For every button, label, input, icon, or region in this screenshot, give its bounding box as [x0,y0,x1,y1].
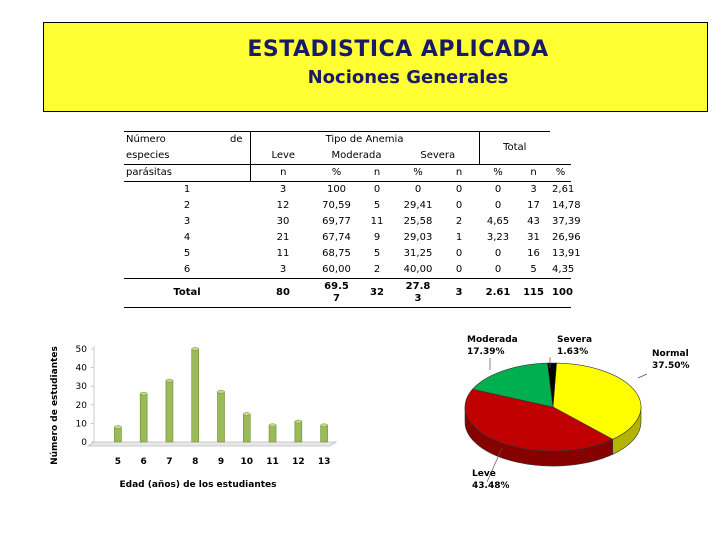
unit-header: % [550,165,571,182]
total-n: 115 [517,279,550,308]
unit-header: n [357,165,397,182]
x-tick-label: 7 [166,457,173,467]
unit-header: % [316,165,357,182]
pie-label: Leve [472,469,496,479]
y-tick-label: 20 [75,400,87,411]
total-moderada-n: 32 [357,279,397,308]
x-tick-label: 8 [192,457,199,467]
header-banner [43,22,708,112]
x-tick-label: 9 [217,457,225,467]
bar [192,349,199,442]
unit-header: n [439,165,479,182]
bar [269,425,276,442]
x-tick-label: 12 [292,457,305,467]
group-header: Tipo de Anemia [250,132,479,149]
table-row: 2 12 70,59 5 29,41 0 0 17 14,78 [183,200,581,211]
sub-header-moderada: Moderada [331,150,382,161]
total-severa-pct: 2.61 [479,279,517,308]
x-tick-label: 6 [140,457,147,467]
bar [295,422,302,442]
y-axis-title: Número de estudiantes [50,346,60,465]
pie-chart [430,330,690,500]
total-severa-n: 3 [439,279,479,308]
bar [166,381,173,442]
col1-header-line1 [124,132,228,149]
y-tick-label: 30 [75,382,87,393]
pie-label: Normal [652,349,689,359]
sub-header-severa: Severa [397,148,479,165]
unit-header: % [397,165,439,182]
pie-percent-label: 17.39% [467,347,505,357]
col1-header-line3: parásitas [124,165,250,182]
x-tick-label: 10 [240,457,254,467]
bar [114,427,121,442]
col1-header-line2: especies [126,150,170,161]
pie-percent-label: 43.48% [472,481,510,491]
bar [243,414,250,442]
total-leve-n: 80 [250,279,316,308]
x-tick-label: 13 [317,457,331,467]
table-row: 6 3 60,00 2 40,00 0 0 5 4,35 [183,264,575,275]
pie-label: Severa [557,335,593,345]
anemia-table [124,131,581,308]
bar-top [166,379,173,382]
table-row: 5 11 68,75 5 31,25 0 0 16 13,91 [183,248,581,259]
chart-floor [88,442,336,446]
total-moderada-pct: 27.8 3 [397,279,439,308]
y-tick-label: 50 [75,345,87,355]
table-total-row [124,279,571,308]
pie-leader-line [638,374,647,378]
bar-top [321,424,328,427]
col1-header-word-a: Número [126,134,166,145]
y-tick-label: 40 [75,363,87,374]
bar [321,425,328,442]
bar-top [295,420,302,423]
col1-header-word-b: de [228,132,250,149]
bar-top [269,424,276,427]
x-tick-label: 5 [114,457,122,467]
table-row: 4 21 67,74 9 29,03 1 3,23 31 26,96 [183,232,581,243]
x-tick-label: 11 [266,457,279,467]
pie-percent-label: 37.50% [652,361,690,371]
table-row: 3 30 69,77 11 25,58 2 4,65 43 37,39 [183,216,581,227]
total-header: Total [479,132,550,165]
bar-top [114,426,121,429]
x-axis-title: Edad (años) de los estudiantes [119,480,277,490]
bar-top [140,392,147,395]
total-pct: 100 [550,279,571,308]
table-row: 1 3 100 0 0 0 0 3 2,61 [183,184,575,195]
unit-header: n [517,165,550,182]
bar-top [192,348,199,351]
bar-chart [44,332,344,492]
y-tick-label: 10 [75,419,87,430]
y-tick-label: 0 [81,438,87,448]
pie-percent-label: 1.63% [557,347,589,357]
page-subtitle: Nociones Generales [307,67,509,88]
unit-header: n [250,165,316,182]
bar-top [218,390,225,393]
sub-header-leve: Leve [250,148,316,165]
total-leve-pct: 69.5 7 [316,279,357,308]
page-title: ESTADISTICA APLICADA [247,37,549,62]
pie-label: Moderada [467,335,518,345]
total-label: Total [124,279,250,308]
bar [218,392,225,442]
bar [140,394,147,442]
unit-header: % [479,165,517,182]
bar-top [243,413,250,416]
